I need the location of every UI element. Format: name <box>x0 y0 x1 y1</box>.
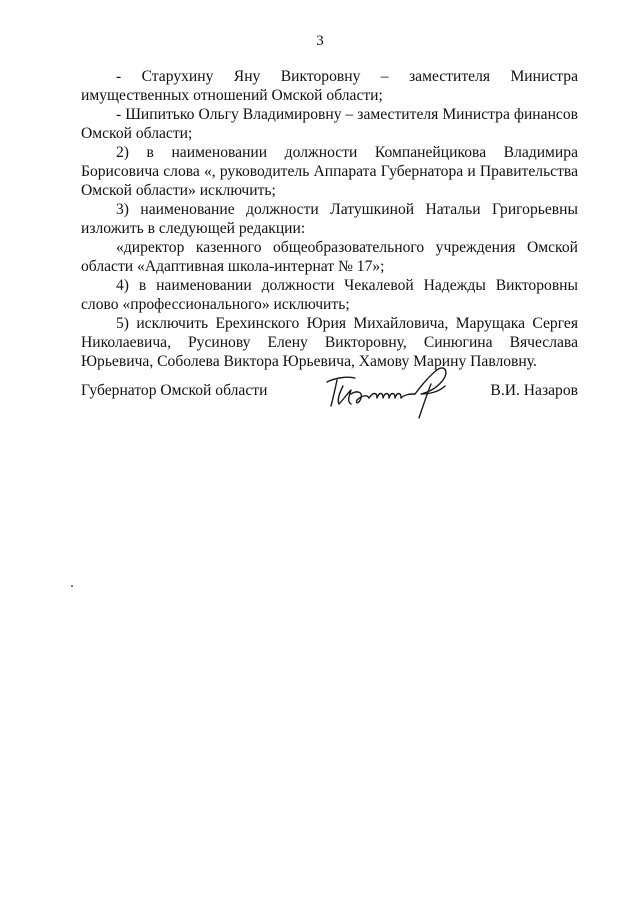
signatory-name: В.И. Назаров <box>490 382 578 399</box>
page-number: 3 <box>316 33 324 49</box>
paragraph-starukhina: - Старухину Яну Викторовну – заместителя Министра имущественных отношений Омской области; <box>81 68 578 104</box>
paragraph-new-title: «директор казенного общеобразовательного учреждения Омской области «Адаптивная школа-интернат № 17»; <box>81 239 578 275</box>
signatory-title: Губернатор Омской области <box>81 382 268 399</box>
paragraph-shipitko: - Шипитько Ольгу Владимировну – заместителя Министра финансов Омской области; <box>81 106 578 142</box>
signature-block <box>81 372 578 422</box>
paragraph-item-2: 2) в наименовании должности Компанейцикова Владимира Борисовича слова «, руководитель Аппарата Губернатора и Правительства Омской области» исключить; <box>81 144 578 199</box>
document-body <box>81 67 578 371</box>
paragraph-item-5: 5) исключить Ерехинского Юрия Михайловича, Марущака Сергея Николаевича, Русинову Елену Викторовну, Синюгина Вячеслава Юрьевича, Соболева Виктора Юрьевича, Хамову Марину Павловну. <box>81 315 578 370</box>
paragraph-item-4: 4) в наименовании должности Чекалевой Надежды Викторовны слово «профессионального» исключить; <box>81 277 578 313</box>
scan-speck <box>71 585 73 587</box>
handwritten-signature <box>321 364 466 422</box>
paragraph-item-3: 3) наименование должности Латушкиной Натальи Григорьевны изложить в следующей редакции: <box>81 201 578 237</box>
